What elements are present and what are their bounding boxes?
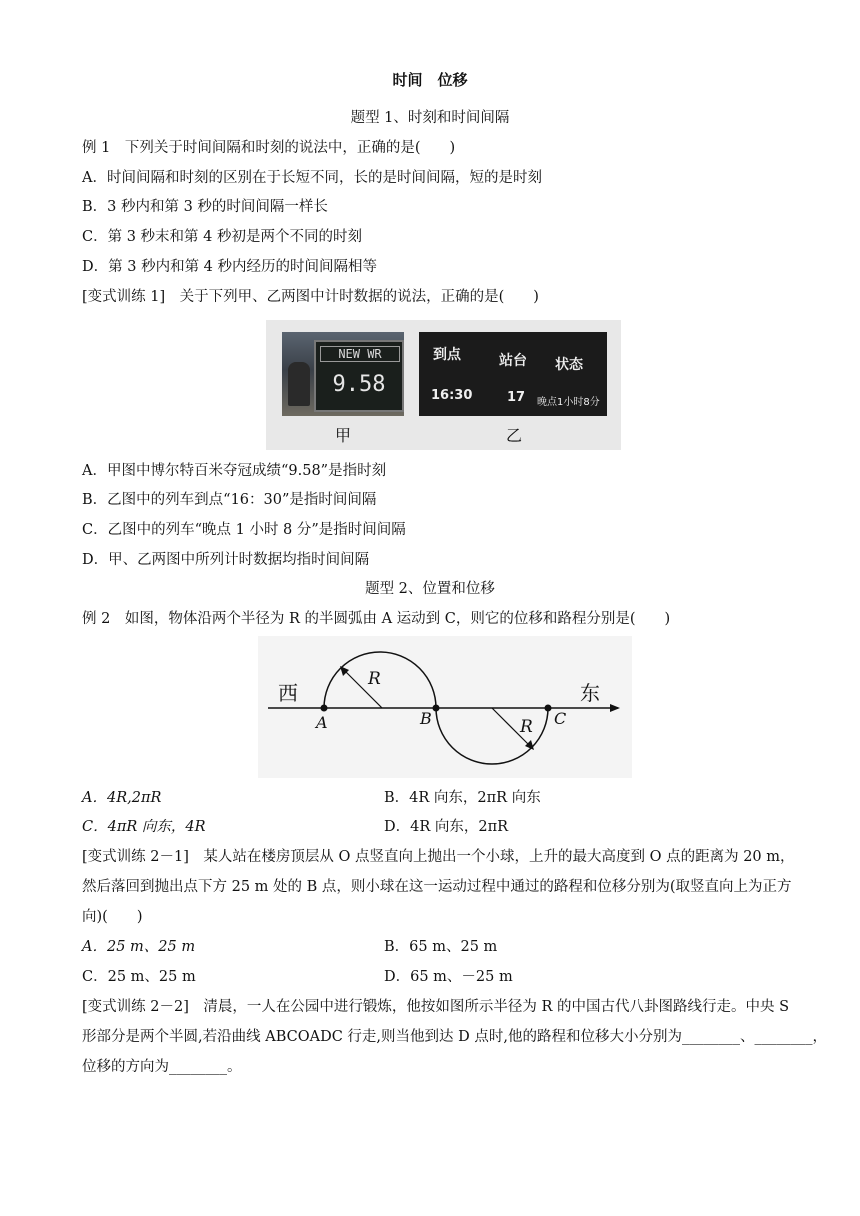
scoreboard-value: 9.58 <box>332 372 386 397</box>
variant-1-option-a: A．甲图中博尔特百米夺冠成绩“9.58”是指时刻 <box>82 463 387 479</box>
point-b-dot <box>433 705 440 712</box>
variant-2-2-line-2: 形部分是两个半圆,若沿曲线 ABCOADC 行走,则当他到达 D 点时,他的路程和位移大小分别为________、________， <box>82 1029 827 1045</box>
point-c-dot <box>545 705 552 712</box>
variant-2-1-line-1: [变式训练 2－1] 某人站在楼房顶层从 O 点竖直向上抛出一个小球，上升的最大高度到 O 点的距离为 20 m， <box>82 849 795 865</box>
point-a-label: A <box>316 713 328 732</box>
variant-2-1-option-b: B．65 m、25 m <box>384 939 498 955</box>
board-value-platform: 17 <box>507 390 526 405</box>
example-2-option-d: D．4R 向东，2πR <box>384 819 509 835</box>
example-2-question: 例 2 如图，物体沿两个半径为 R 的半圆弧由 A 运动到 C，则它的位移和路程分别是( ) <box>82 611 671 627</box>
east-label: 东 <box>580 681 600 705</box>
variant-2-2-line-3: 位移的方向为________。 <box>82 1059 242 1075</box>
variant-1-option-b: B．乙图中的列车到点“16：30”是指时间间隔 <box>82 492 377 508</box>
page-title: 时间 位移 <box>392 71 468 89</box>
photo-jia <box>282 332 404 416</box>
west-label: 西 <box>278 681 298 705</box>
section-heading-2: 题型 2、位置和位移 <box>365 581 495 597</box>
variant-2-2-line-1: [变式训练 2－2] 清晨，一人在公园中进行锻炼，他按如图所示半径为 R 的中国古代八卦图路线行走。中央 S <box>82 999 790 1015</box>
scoreboard <box>314 340 404 412</box>
board-header-platform: 站台 <box>499 353 527 369</box>
variant-1-option-d: D．甲、乙两图中所列计时数据均指时间间隔 <box>82 552 370 568</box>
variant-2-1-option-a: A．25 m、25 m <box>82 939 196 955</box>
semicircle-diagram <box>258 636 632 778</box>
example-2-option-a: A．4R,2πR <box>82 790 162 806</box>
photo-yi <box>419 332 607 416</box>
variant-2-1-option-d: D．65 m、－25 m <box>384 969 513 985</box>
example-1-option-c: C．第 3 秒末和第 4 秒初是两个不同的时刻 <box>82 229 362 245</box>
example-2-option-b: B．4R 向东，2πR 向东 <box>384 790 541 806</box>
timing-photos <box>266 320 621 450</box>
radius-label-lower: R <box>520 717 533 737</box>
variant-2-1-option-c: C．25 m、25 m <box>82 969 196 985</box>
photo-yi-caption: 乙 <box>505 426 522 445</box>
board-header-status: 状态 <box>555 357 583 373</box>
variant-2-1-line-3: 向)( ) <box>82 909 143 925</box>
variant-2-1-line-2: 然后落回到抛出点下方 25 m 处的 B 点，则小球在这一运动过程中通过的路程和位移分别为(取竖直向上为正方 <box>82 879 792 895</box>
example-1-question: 例 1 下列关于时间间隔和时刻的说法中，正确的是( ) <box>82 140 456 156</box>
section-heading-1: 题型 1、时刻和时间间隔 <box>350 110 510 126</box>
scoreboard-label: NEW WR <box>320 346 400 362</box>
board-header-arrival: 到点 <box>433 347 461 363</box>
example-1-option-b: B．3 秒内和第 3 秒的时间间隔一样长 <box>82 199 328 215</box>
example-1-option-d: D．第 3 秒内和第 4 秒内经历的时间间隔相等 <box>82 259 378 275</box>
diagram-background <box>258 636 632 778</box>
board-value-status: 晚点1小时8分 <box>537 397 600 408</box>
radius-label-upper: R <box>368 669 381 689</box>
photo-jia-caption: 甲 <box>334 426 351 445</box>
variant-1-question: [变式训练 1] 关于下列甲、乙两图中计时数据的说法，正确的是( ) <box>82 289 539 305</box>
example-1-option-a: A．时间间隔和时刻的区别在于长短不同，长的是时间间隔，短的是时刻 <box>82 170 542 186</box>
point-a-dot <box>321 705 328 712</box>
point-b-label: B <box>420 709 432 728</box>
athlete-figure <box>288 362 310 406</box>
variant-1-option-c: C．乙图中的列车“晚点 1 小时 8 分”是指时间间隔 <box>82 522 406 538</box>
board-value-arrival: 16:30 <box>431 388 473 403</box>
example-2-option-c: C．4πR 向东，4R <box>82 819 206 835</box>
point-c-label: C <box>554 709 567 728</box>
